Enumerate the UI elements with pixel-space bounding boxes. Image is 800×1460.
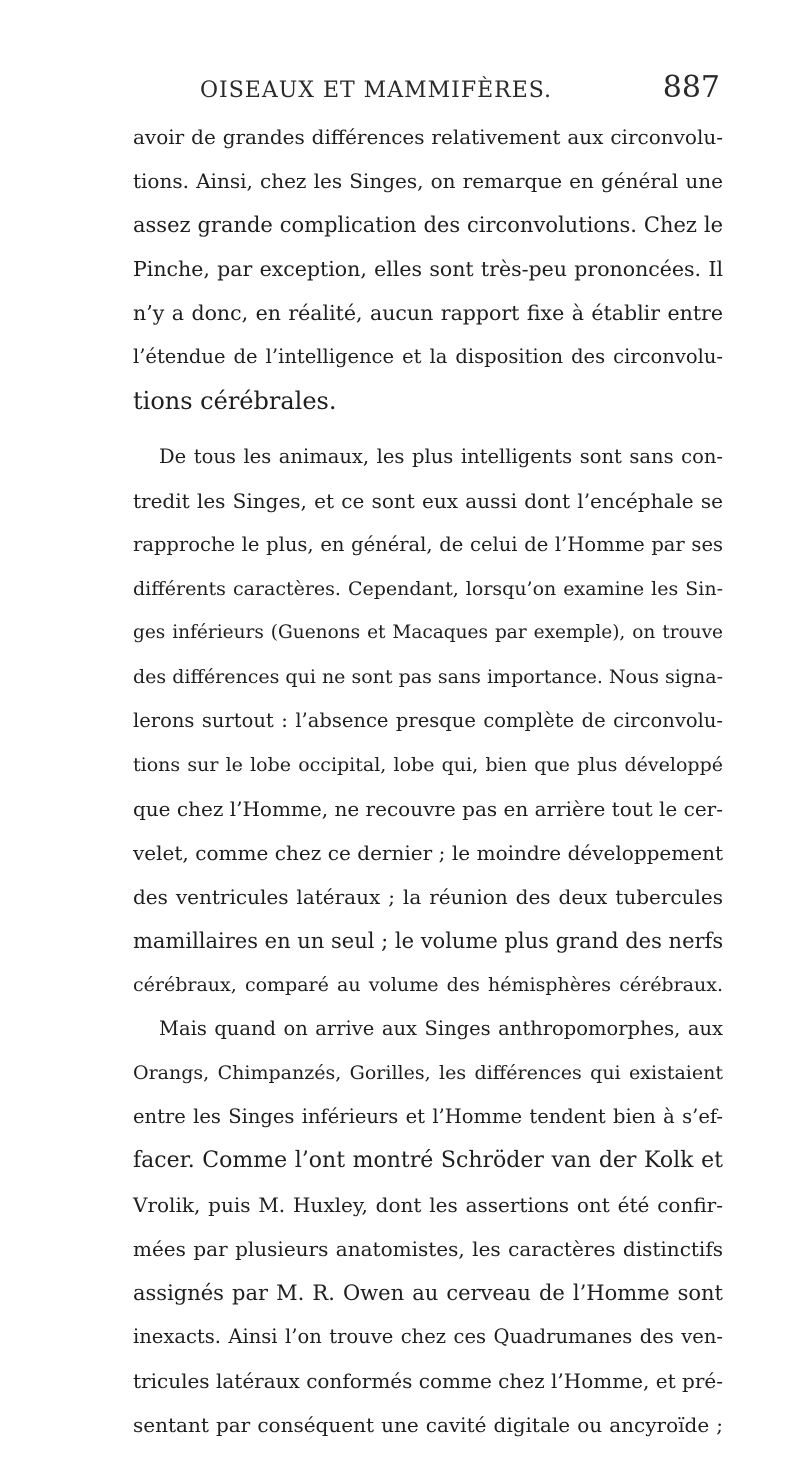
text-line: tions cérébrales. (133, 387, 337, 415)
text-line: Pinche, par exception, elles sont très-peu prononcées. Il (133, 257, 723, 281)
page-number: 887 (662, 70, 720, 105)
text-line: assez grande complication des circonvolutions. Chez le (133, 213, 723, 237)
text-line: inexacts. Ainsi l’on trouve chez ces Quadrumanes des ven- (133, 1325, 723, 1348)
text-line: n’y a donc, en réalité, aucun rapport fixe à établir entre (133, 301, 723, 325)
text-line: que chez l’Homme, ne recouvre pas en arrière tout le cer- (133, 797, 723, 821)
text-line: Orangs, Chimpanzés, Gorilles, les différences qui existaient (133, 1062, 723, 1084)
text-line: mées par plusieurs anatomistes, les caractères distinctifs (133, 1237, 723, 1261)
text-line: tions sur le lobe occipital, lobe qui, bien que plus développé (133, 754, 723, 776)
text-line: cérébraux, comparé au volume des hémisphères cérébraux. (133, 974, 723, 996)
text-line: lerons surtout : l’absence presque complète de circonvolu- (133, 709, 723, 732)
text-line: ges inférieurs (Guenons et Macaques par exemple), on trouve (133, 622, 723, 643)
text-line: des différences qui ne sont pas sans importance. Nous signa- (133, 666, 723, 688)
running-header (120, 70, 720, 110)
text-line: tricules latéraux conformés comme chez l’Homme, et pré- (133, 1369, 723, 1393)
text-line: velet, comme chez ce dernier ; le moindre développement (133, 841, 723, 865)
text-line: entre les Singes inférieurs et l’Homme tendent bien à s’ef- (133, 1105, 723, 1128)
text-line: des ventricules latéraux ; la réunion des deux tubercules (133, 885, 723, 909)
running-title: OISEAUX ET MAMMIFÈRES. (200, 78, 553, 103)
text-line: avoir de grandes différences relativement aux circonvolu- (133, 125, 723, 149)
text-line: Vrolik, puis M. Huxley, dont les assertions ont été confir- (133, 1193, 723, 1217)
text-line: assignés par M. R. Owen au cerveau de l’Homme sont (133, 1281, 723, 1305)
text-line: Mais quand on arrive aux Singes anthropomorphes, aux (159, 1017, 723, 1040)
text-line: sentant par conséquent une cavité digitale ou ancyroïde ; (133, 1413, 723, 1437)
text-line: rapproche le plus, en général, de celui de l’Homme par ses (133, 533, 723, 556)
text-line: De tous les animaux, les plus intelligents sont sans con- (159, 445, 723, 468)
text-line: différents caractères. Cependant, lorsqu’on examine les Sin- (133, 578, 723, 600)
text-line: mamillaires en un seul ; le volume plus grand des nerfs (133, 929, 724, 953)
text-line: l’étendue de l’intelligence et la disposition des circonvolu- (133, 345, 723, 368)
text-line: facer. Comme l’ont montré Schröder van der Kolk et (133, 1148, 723, 1173)
text-line: tredit les Singes, et ce sont eux aussi dont l’encéphale se (133, 489, 723, 513)
text-line: tions. Ainsi, chez les Singes, on remarque en général une (133, 169, 723, 193)
